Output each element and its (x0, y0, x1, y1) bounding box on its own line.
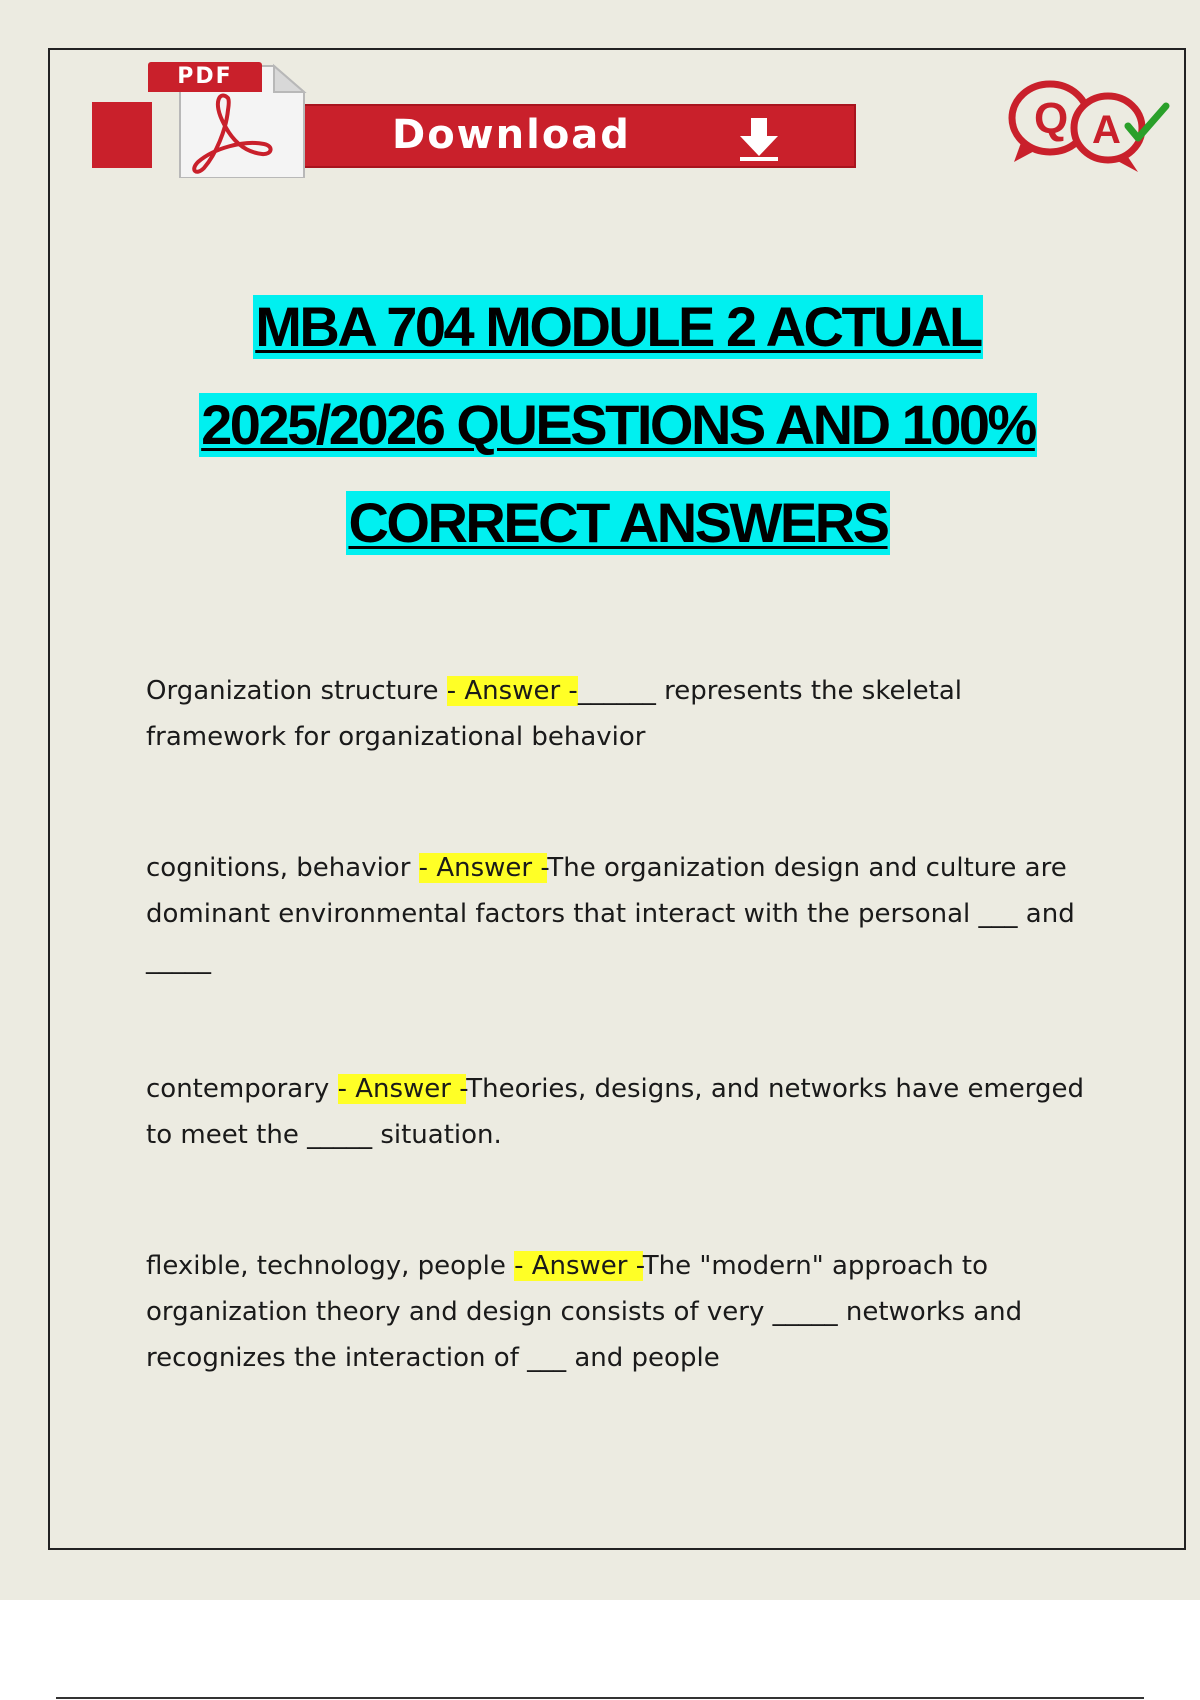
qa-item (146, 1243, 1106, 1381)
logo-a-letter: A (1092, 108, 1121, 152)
qa-speech-bubbles-icon (1008, 76, 1170, 176)
download-arrow-icon (734, 116, 784, 162)
pdf-tab-label: PDF (148, 62, 262, 92)
footer-rule (56, 1697, 1144, 1699)
qa-item (146, 668, 1106, 760)
qa-item (146, 1066, 1106, 1158)
qa-item (146, 845, 1106, 983)
qa-question-text: The "modern" approach to organization theory and design consists of very _____ networks and recognizes the interaction of ___ and people (146, 1251, 1023, 1373)
qa-question-text: ______ represents the skeletal framework for organizational behavior (146, 676, 963, 752)
title-line-1: MBA 704 MODULE 2 ACTUAL (255, 295, 981, 358)
qa-logo (1008, 76, 1170, 176)
download-label: Download (392, 112, 631, 158)
answer-tag: - Answer - (446, 676, 578, 706)
title-line-2: 2025/2026 QUESTIONS AND 100% (201, 393, 1035, 456)
qa-term: Organization structure (146, 676, 447, 706)
qa-question-text: Theories, designs, and networks have emerged to meet the _____ situation. (146, 1074, 1085, 1150)
qa-term: contemporary (146, 1074, 338, 1104)
qa-term: flexible, technology, people (146, 1251, 515, 1281)
download-button[interactable] (302, 104, 856, 168)
answer-tag: - Answer - (514, 1251, 643, 1281)
pdf-download-banner[interactable] (92, 60, 860, 182)
banner-left-block (92, 102, 152, 168)
document-title (80, 295, 1156, 589)
title-line-3: CORRECT ANSWERS (348, 491, 888, 554)
qa-question-text: The organization design and culture are dominant environmental factors that interact with the personal ___ and _____ (146, 853, 1075, 975)
answer-tag: - Answer - (418, 853, 548, 883)
answer-tag: - Answer - (337, 1074, 467, 1104)
pdf-file-icon (144, 60, 308, 178)
qa-term: cognitions, behavior (146, 853, 419, 883)
logo-q-letter: Q (1034, 94, 1069, 143)
